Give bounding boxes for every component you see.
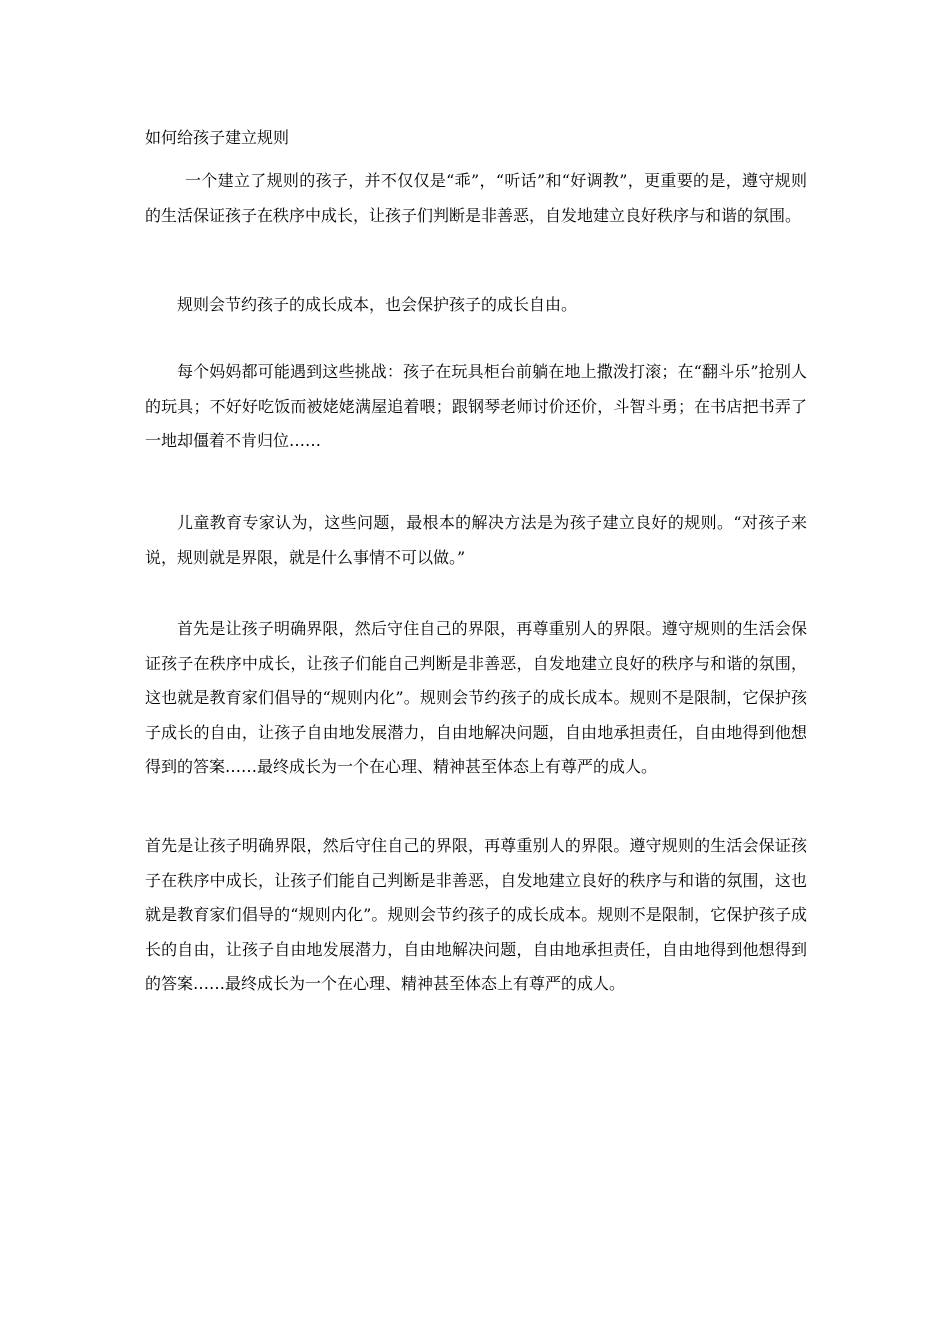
- paragraph-challenges: 每个妈妈都可能遇到这些挑战：孩子在玩具柜台前躺在地上撒泼打滚；在“翻斗乐”抢别人的玩具；不好好吃饭而被姥姥满屋追着喂；跟钢琴老师讨价还价，斗智斗勇；在书店把书弄了一地却僵着不肯归位……: [145, 362, 807, 450]
- paragraph-intro: 一个建立了规则的孩子，并不仅仅是“乖”，“听话”和“好调教”，更重要的是，遵守规则的生活保证孩子在秩序中成长，让孩子们判断是非善恶，自发地建立良好秩序与和谐的氛围。: [145, 171, 807, 225]
- paragraph-expert-view: 儿童教育专家认为，这些问题，最根本的解决方法是为孩子建立良好的规则。“对孩子来说，规则就是界限，就是什么事情不可以做。”: [145, 513, 807, 567]
- paragraph-boundaries-repeat: 首先是让孩子明确界限，然后守住自己的界限，再尊重别人的界限。遵守规则的生活会保证孩子在秩序中成长，让孩子们能自己判断是非善恶，自发地建立良好的秩序与和谐的氛围，这也就是教育家们倡导的“规则内化”。规则会节约孩子的成长成本。规则不是限制，它保护孩子成长的自由，让孩子自由地发展潜力，自由地解决问题，自由地承担责任，自由地得到他想得到的答案……最终成长为一个在心理、精神甚至体态上有尊严的成人。: [145, 836, 807, 993]
- document-title: 如何给孩子建立规则: [145, 128, 290, 147]
- paragraph-boundaries: 首先是让孩子明确界限，然后守住自己的界限，再尊重别人的界限。遵守规则的生活会保证孩子在秩序中成长，让孩子们能自己判断是非善恶，自发地建立良好的秩序与和谐的氛围，这也就是教育家们倡导的“规则内化”。规则会节约孩子的成长成本。规则不是限制，它保护孩子成长的自由，让孩子自由地发展潜力，自由地解决问题，自由地承担责任，自由地得到他想得到的答案……最终成长为一个在心理、精神甚至体态上有尊严的成人。: [145, 619, 807, 776]
- paragraph-cost-freedom: 规则会节约孩子的成长成本，也会保护孩子的成长自由。: [177, 295, 578, 314]
